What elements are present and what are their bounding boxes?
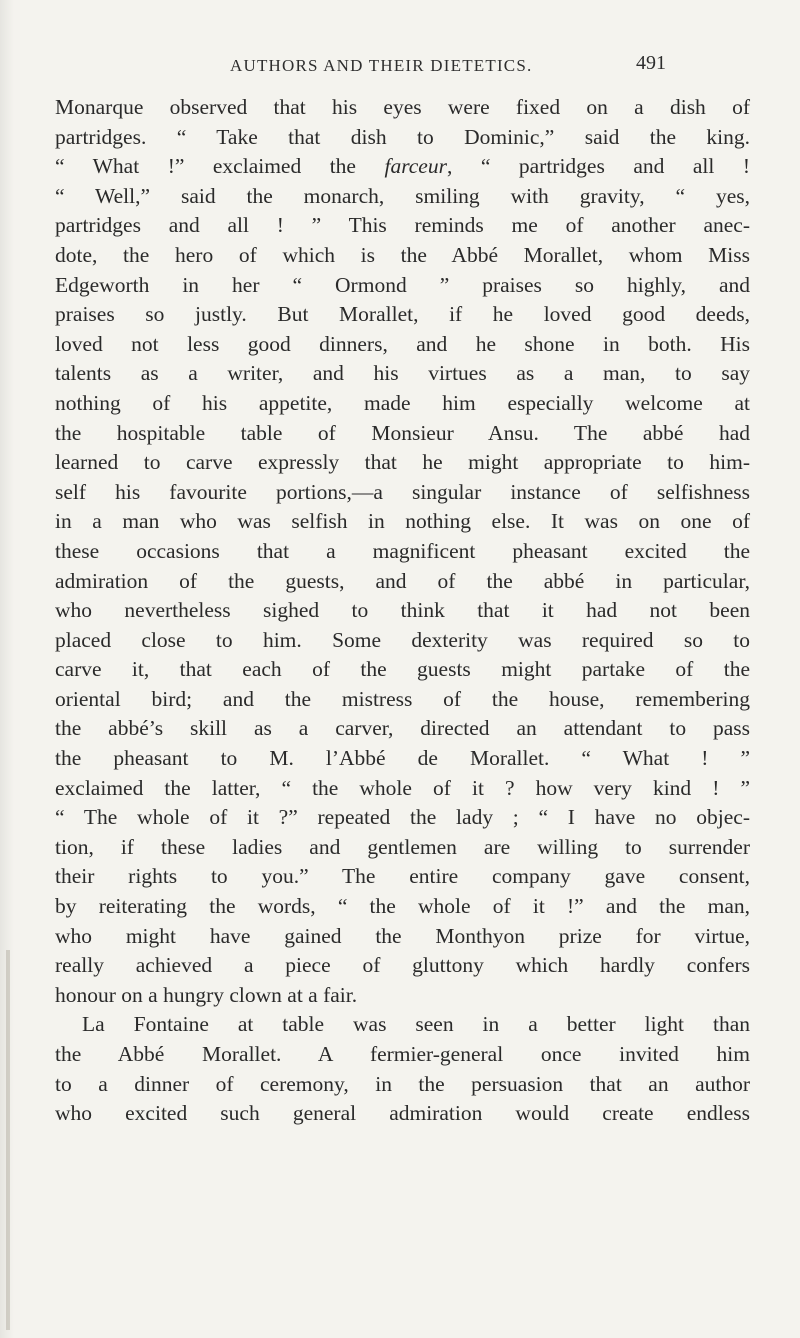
text-line: admiration of the guests, and of the abbé in particular, [55,568,750,593]
text-line: by reiterating the words, “ the whole of it !” and the man, [55,894,750,919]
text-line: self his favourite portions,—a singular instance of selfishness [55,479,750,504]
text-line: “ The whole of it ?” repeated the lady ; “ I have no objec- [55,805,750,830]
text-line: placed close to him. Some dexterity was required so to [55,627,750,652]
text-line: the Abbé Morallet. A fermier-general once invited him [55,1042,750,1066]
paragraph [55,93,750,1010]
text-line: oriental bird; and the mistress of the house, remembering [55,686,750,711]
running-head: AUTHORS AND THEIR DIETETICS. [230,56,533,75]
text-line: exclaimed the latter, “ the whole of it ? how very kind ! ” [55,775,750,800]
text-line: talents as a writer, and his virtues as a man, to say [55,361,750,386]
text-line: the pheasant to M. l’Abbé de Morallet. “ What ! ” [55,746,750,771]
text-line: carve it, that each of the guests might partake of the [55,657,750,682]
text-line: dote, the hero of which is the Abbé Morallet, whom Miss [55,242,750,267]
page-edge-stain [6,950,10,1330]
text-line: Monarque observed that his eyes were fixed on a dish of [55,95,750,119]
paragraph [55,1010,750,1128]
text-line: to a dinner of ceremony, in the persuasion that an author [55,1071,750,1096]
text-line: nothing of his appetite, made him especially welcome at [55,390,750,415]
text-line: who excited such general admiration would create endless [55,1101,750,1126]
text-line: praises so justly. But Morallet, if he loved good deeds, [55,302,750,327]
text-line: these occasions that a magnificent pheasant excited the [55,538,750,563]
text-line: who might have gained the Monthyon prize for virtue, [55,923,750,948]
text-line: their rights to you.” The entire company gave consent, [55,864,750,889]
text-line: partridges and all ! ” This reminds me of another anec- [55,213,750,238]
text-line: really achieved a piece of gluttony which hardly confers [55,953,750,978]
italic-word: farceur [384,154,447,179]
body-text [55,93,750,1129]
text-line: in a man who was selfish in nothing else. It was on one of [55,509,750,534]
text-line: the hospitable table of Monsieur Ansu. The abbé had [55,420,750,445]
text-line: who nevertheless sighed to think that it had not been [55,598,750,623]
text-line: loved not less good dinners, and he shone in both. His [55,331,750,356]
text-line: “ What !” exclaimed the farceur, “ partridges and all ! [55,154,750,179]
text-line: the abbé’s skill as a carver, directed an attendant to pass [55,716,750,741]
text-line: tion, if these ladies and gentlemen are willing to surrender [55,834,750,859]
text-line: La Fontaine at table was seen in a better light than [82,1012,750,1037]
text-line: partridges. “ Take that dish to Dominic,” said the king. [55,124,750,149]
text-line: learned to carve expressly that he might appropriate to him- [55,450,750,475]
text-line: “ Well,” said the monarch, smiling with gravity, “ yes, [55,183,750,208]
text-line: honour on a hungry clown at a fair. [55,982,358,1007]
text-line: Edgeworth in her “ Ormond ” praises so highly, and [55,272,750,297]
page-number: 491 [636,52,666,74]
